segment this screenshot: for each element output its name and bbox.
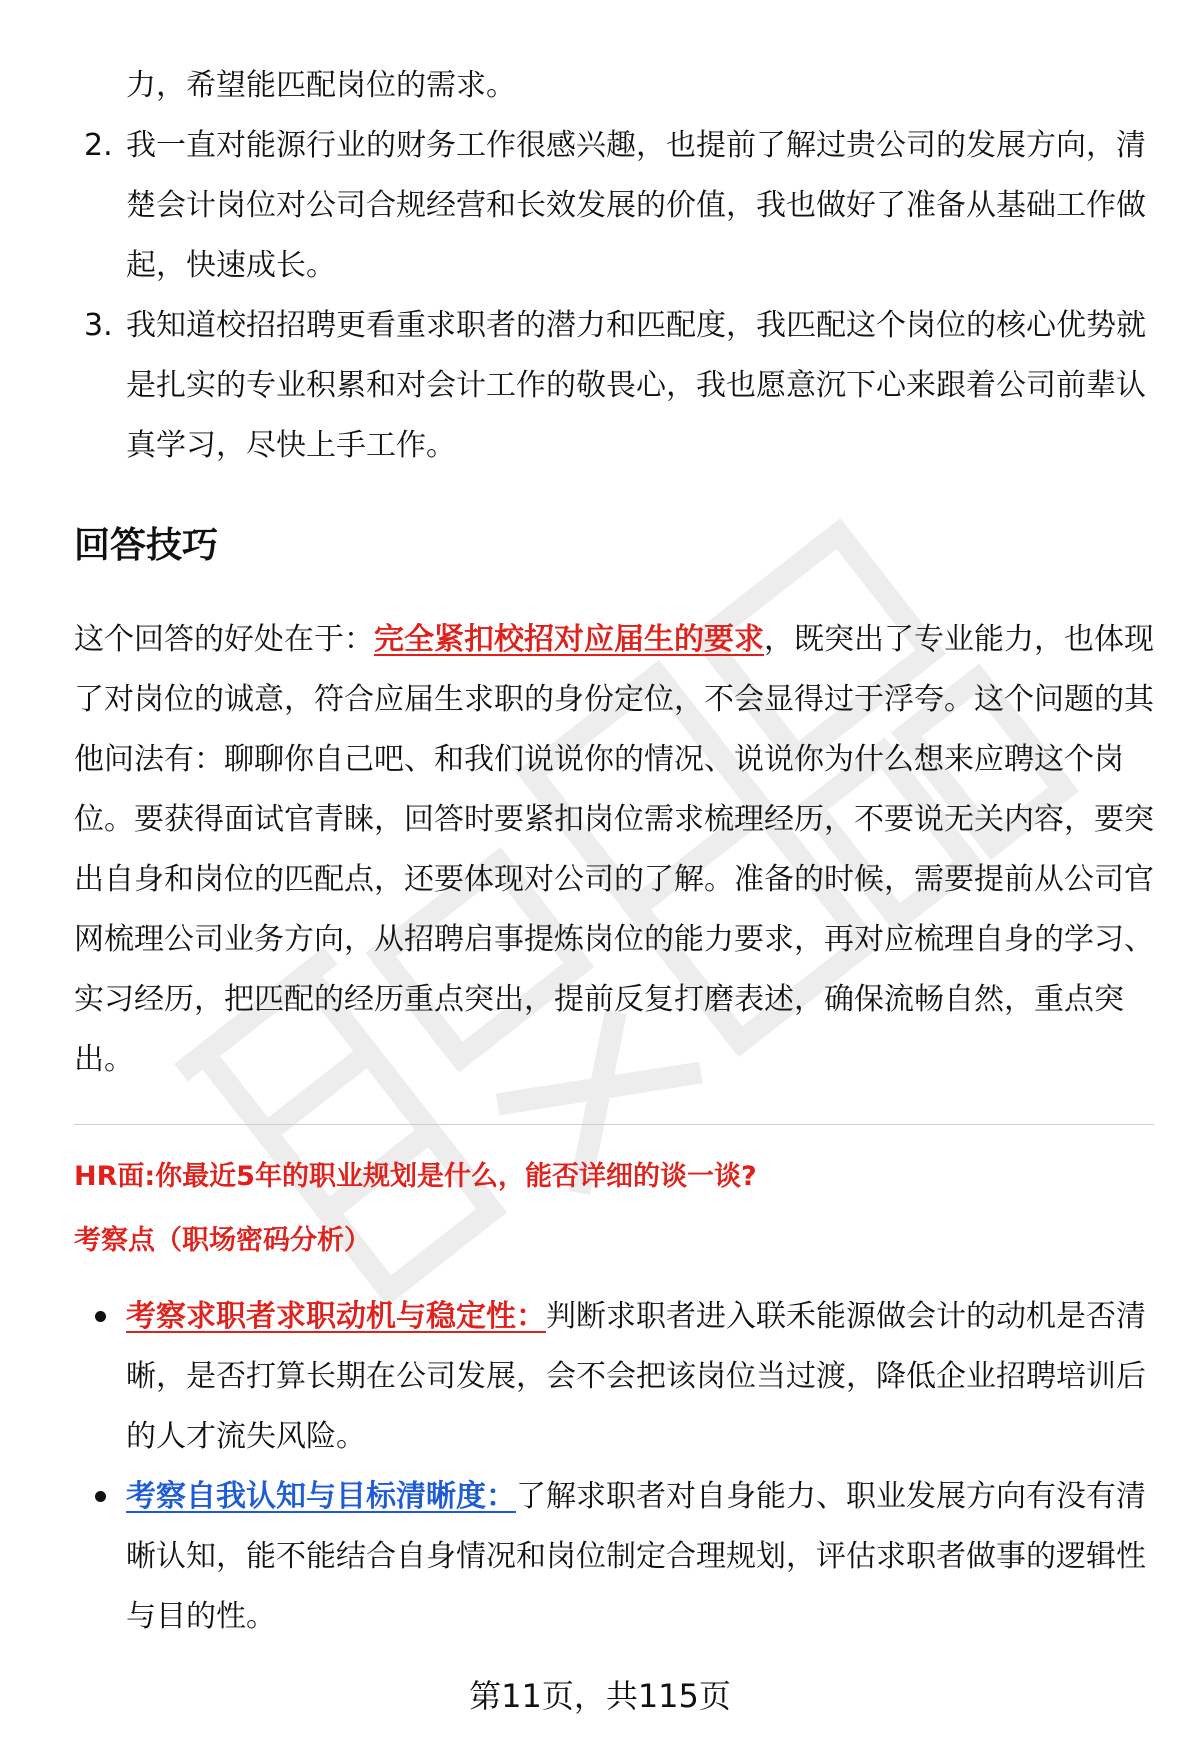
bullet-label: 考察求职者求职动机与稳定性：: [126, 1299, 546, 1334]
section-divider: [74, 1124, 1154, 1125]
numbered-list: [74, 116, 1154, 476]
tips-highlight: 完全紧扣校招对应届生的要求: [374, 622, 764, 657]
list-number: 2.: [84, 128, 113, 163]
bullet-text: 了解求职者对自身能力、职业发展方向有没有清晰认知，能不能结合自身情况和岗位制定合理规划，评估求职者做事的逻辑性与目的性。: [126, 1479, 1146, 1634]
list-item: [74, 1287, 1154, 1467]
bullet-label: 考察自我认知与目标清晰度：: [126, 1479, 516, 1514]
list-item-text: 我一直对能源行业的财务工作很感兴趣，也提前了解过贵公司的发展方向，清楚会计岗位对公司合规经营和长效发展的价值，我也做好了准备从基础工作做起，快速成长。: [126, 128, 1146, 283]
question-heading: HR面:你最近5年的职业规划是什么，能否详细的谈一谈?: [74, 1161, 757, 1192]
continued-list-line: 力，希望能匹配岗位的需求。: [126, 68, 516, 103]
analysis-bullet-list: [74, 1287, 1154, 1647]
tips-paragraph: [74, 610, 1154, 1090]
page-footer: 第11页，共115页: [469, 1677, 731, 1715]
bullet-text: 判断求职者进入联禾能源做会计的动机是否清晰，是否打算长期在公司发展，会不会把该岗位当过渡，降低企业招聘培训后的人才流失风险。: [126, 1299, 1146, 1454]
list-item: [74, 296, 1154, 476]
section-title: 回答技巧: [74, 525, 219, 566]
document-content: [74, 56, 1154, 1647]
list-number: 3.: [84, 308, 113, 343]
list-item-text: 我知道校招招聘更看重求职者的潜力和匹配度，我匹配这个岗位的核心优势就是扎实的专业积累和对会计工作的敬畏心，我也愿意沉下心来跟着公司前辈认真学习，尽快上手工作。: [126, 308, 1146, 463]
list-item: [74, 116, 1154, 296]
analysis-heading: 考察点（职场密码分析）: [74, 1225, 371, 1256]
tips-prefix: 这个回答的好处在于：: [74, 622, 374, 657]
bullet-dot-icon: [74, 1467, 126, 1647]
bullet-dot-icon: [74, 1287, 126, 1467]
tips-body: ，既突出了专业能力，也体现了对岗位的诚意，符合应届生求职的身份定位，不会显得过于浮夸。这个问题的其他问法有：聊聊你自己吧、和我们说说你的情况、说说你为什么想来应聘这个岗位。要获得面试官青睐，回答时要紧扣岗位需求梳理经历，不要说无关内容，要突出自身和岗位的匹配点，还要体现对公司的了解。准备的时候，需要提前从公司官网梳理公司业务方向，从招聘启事提炼岗位的能力要求，再对应梳理自身的学习、实习经历，把匹配的经历重点突出，提前反复打磨表述，确保流畅自然，重点突出。: [74, 622, 1154, 1077]
list-item: [74, 1467, 1154, 1647]
